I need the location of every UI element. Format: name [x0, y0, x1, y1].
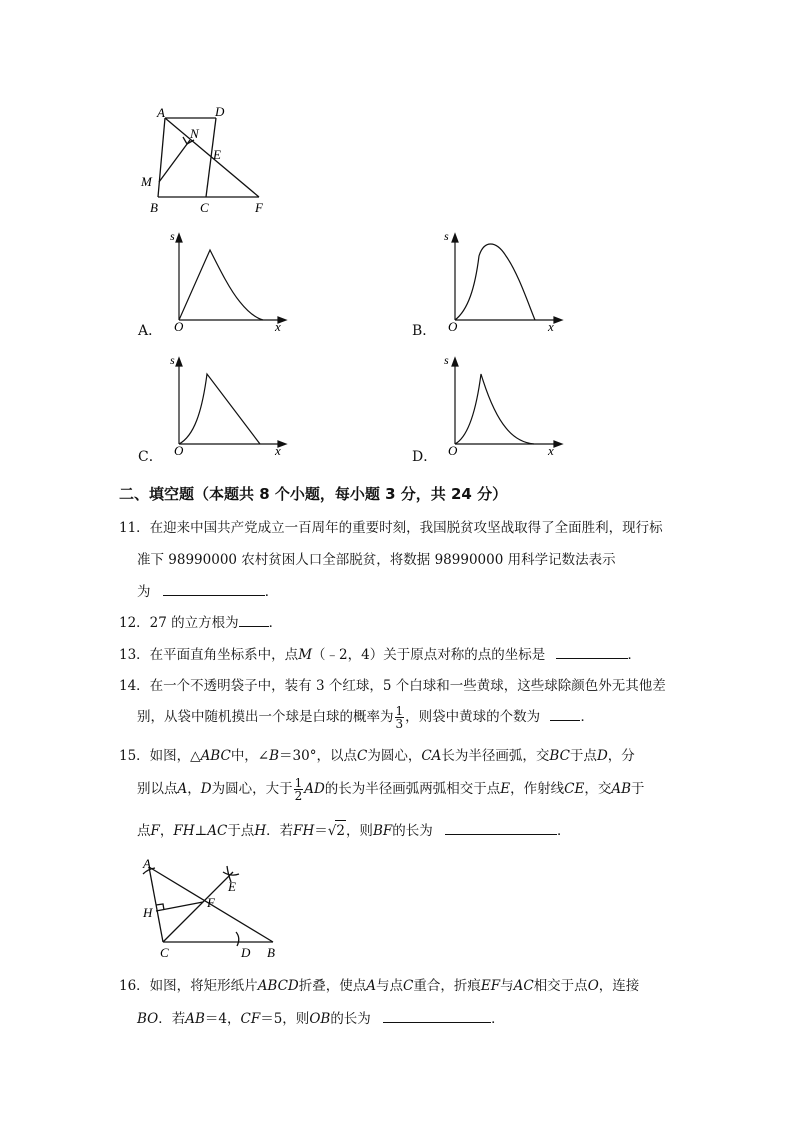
- q15-point-e: E: [500, 781, 511, 797]
- origin-label: O: [448, 443, 458, 458]
- label-a: A: [143, 856, 151, 871]
- q16-text: 重合，折痕: [413, 978, 481, 994]
- q15-text: 的长为: [392, 823, 433, 839]
- label-d: D: [241, 945, 251, 960]
- q16-line1: [119, 976, 639, 996]
- segment-ab: [158, 118, 165, 197]
- label-d: D: [215, 104, 225, 119]
- q15-text: ，: [187, 781, 201, 797]
- q15-text: 于点: [227, 823, 255, 839]
- q15-text: 点: [137, 823, 151, 839]
- label-b: B: [150, 200, 158, 215]
- q15-text: ，交: [584, 781, 612, 797]
- geometry-figure-1: [135, 100, 275, 220]
- label-a: A: [157, 105, 165, 120]
- q16-segment-ob: OB: [309, 1011, 331, 1027]
- q15-fraction-num: 1: [294, 776, 303, 790]
- q12-line: [119, 612, 282, 633]
- label-m: M: [141, 174, 152, 189]
- label-e: E: [228, 879, 236, 894]
- q15-point-f: F: [150, 823, 160, 839]
- label-b: B: [267, 945, 275, 960]
- q14-period: ．: [580, 709, 594, 725]
- q15-sqrt-value: 2: [335, 820, 346, 841]
- y-axis-arrow: [176, 358, 182, 366]
- q11-line1: 11．在迎来中国共产党成立一百周年的重要时刻，我国脱贫攻坚战取得了全面胜利，现行标: [119, 520, 663, 536]
- q15-segment-ac: AC: [207, 823, 228, 839]
- q15-text: 于点: [569, 748, 597, 764]
- q16-text: 与: [500, 978, 514, 994]
- q13-line: [119, 644, 641, 665]
- option-c-letter: C．: [138, 449, 163, 465]
- axis-x-label: x: [275, 319, 281, 334]
- q15-segment-fh: FH: [293, 823, 315, 839]
- q15-text: 于: [631, 781, 645, 797]
- q15-segment-bf: BF: [372, 823, 393, 839]
- q16-segment-ac: AC: [513, 978, 534, 994]
- q15-text: ，则: [345, 823, 373, 839]
- graph-option-c: [168, 352, 298, 460]
- geometry-figure-2: [135, 854, 285, 964]
- q16-text: 16．如图，将矩形纸片: [119, 978, 258, 994]
- graph-option-a: [168, 228, 298, 336]
- origin-label: O: [448, 319, 458, 334]
- q14-fraction-den: 3: [395, 717, 404, 731]
- option-d-letter: D．: [412, 449, 438, 465]
- q15-segment-ab: AB: [611, 781, 632, 797]
- q15-fraction-half: [294, 777, 304, 802]
- q13-text-a: 13．在平面直角坐标系中，点: [119, 647, 299, 663]
- q14-answer-blank[interactable]: [550, 706, 580, 721]
- q14-fraction: [395, 705, 405, 730]
- q15-point-c: C: [356, 748, 368, 764]
- q15-segment-ad: AD: [304, 781, 325, 797]
- q15-text: ＝: [314, 823, 328, 839]
- label-n: N: [190, 126, 199, 141]
- q16-text: 的长为: [330, 1011, 371, 1027]
- curve: [179, 250, 263, 320]
- q15-segment-bc: BC: [549, 748, 570, 764]
- q13-answer-blank[interactable]: [556, 644, 628, 659]
- q14-line1: 14．在一个不透明袋子中，装有 3 个红球，5 个白球和一些黄球，这些球除颜色外无其他差: [119, 678, 666, 694]
- axis-s-label: s: [444, 229, 449, 243]
- q16-rectangle-abcd: ABCD: [257, 978, 299, 994]
- q16-text: 相交于点: [533, 978, 588, 994]
- q16-segment-bo: BO: [137, 1011, 159, 1027]
- q15-line1: [119, 746, 635, 766]
- segment-mn: [159, 140, 190, 182]
- y-axis-arrow: [452, 358, 458, 366]
- q15-angle-b: B: [269, 748, 280, 764]
- q13-text-b: （﹣2，4）关于原点对称的点的坐标是: [312, 647, 546, 663]
- origin-label: O: [174, 319, 184, 334]
- label-f: F: [207, 895, 215, 910]
- label-e: E: [213, 147, 221, 162]
- q15-ray-ce: CE: [564, 781, 585, 797]
- axis-s-label: s: [444, 353, 449, 367]
- q16-answer-blank[interactable]: [383, 1008, 491, 1023]
- q15-segment-ca: CA: [421, 748, 442, 764]
- axis-s-label: s: [170, 353, 175, 367]
- q13-period: ．: [627, 647, 641, 663]
- option-a-letter: A．: [138, 323, 163, 339]
- q16-line2: [137, 1008, 505, 1029]
- q15-sqrt-sign: √: [327, 823, 337, 839]
- y-axis-arrow: [176, 234, 182, 242]
- q15-text: 别以点: [137, 781, 178, 797]
- q16-fold-ef: EF: [480, 978, 501, 994]
- graph-option-b: [444, 228, 574, 336]
- q15-text: 为圆心，: [367, 748, 422, 764]
- q15-line2: [137, 776, 645, 802]
- axis-x-label: x: [548, 319, 554, 334]
- q15-line3: [137, 820, 571, 841]
- q15-text: ．若: [266, 823, 294, 839]
- label-h: H: [143, 905, 153, 920]
- q15-answer-blank[interactable]: [445, 820, 557, 835]
- origin-label: O: [174, 443, 184, 458]
- axis-x-label: x: [275, 443, 281, 458]
- q16-period: ．: [491, 1011, 505, 1027]
- q15-text: ，作射线: [510, 781, 565, 797]
- segment-af: [165, 118, 259, 197]
- q15-point-d: D: [200, 781, 212, 797]
- q11-period: ．: [264, 584, 279, 600]
- q12-answer-blank[interactable]: [239, 612, 269, 627]
- curve: [455, 244, 535, 320]
- q15-point-a: A: [177, 781, 188, 797]
- q15-text: ＝30°，以点: [279, 748, 357, 764]
- y-axis-arrow: [452, 234, 458, 242]
- q15-segment-fh: FH: [173, 823, 195, 839]
- x-axis-arrow: [554, 441, 562, 447]
- q15-fraction-den: 2: [294, 789, 303, 803]
- q15-text: 的长为半径画弧两弧相交于点: [324, 781, 501, 797]
- q15-text: 15．如图，△: [119, 748, 201, 764]
- curve: [179, 374, 260, 444]
- axis-x-label: x: [548, 443, 554, 458]
- curve: [455, 374, 534, 444]
- x-axis-arrow: [554, 317, 562, 323]
- graph-option-d: [444, 352, 574, 460]
- label-c: C: [160, 945, 169, 960]
- q14-text-b: ，则袋中黄球的个数为: [405, 709, 541, 725]
- label-f: F: [255, 200, 263, 215]
- q16-text: ，连接: [598, 978, 640, 994]
- q16-text: ．若: [158, 1011, 186, 1027]
- option-b-letter: B．: [412, 323, 437, 339]
- q15-text: ，: [159, 823, 174, 839]
- q16-text: ＝5，则: [260, 1011, 310, 1027]
- q12-text: 12．27 的立方根为: [119, 615, 239, 631]
- q11-answer-blank[interactable]: [163, 581, 265, 596]
- section-title: 二、填空题（本题共 8 个小题，每小题 3 分，共 24 分）: [119, 485, 508, 503]
- axis-s-label: s: [170, 229, 175, 243]
- q16-segment-cf: CF: [240, 1011, 261, 1027]
- q14-text-a: 别，从袋中随机摸出一个球是白球的概率为: [137, 709, 394, 725]
- q11-line2: 准下 98990000 农村贫困人口全部脱贫，将数据 98990000 用科学记数法表示: [137, 552, 616, 568]
- arc-at-d: [236, 932, 239, 946]
- q15-text: 为圆心，大于: [211, 781, 293, 797]
- q11-text: 为: [137, 584, 151, 600]
- q15-text: 长为半径画弧，交: [441, 748, 550, 764]
- q16-text: ＝4，: [204, 1011, 241, 1027]
- q16-point-c: C: [403, 978, 414, 994]
- q14-line2: [137, 704, 594, 730]
- q15-text: ，分: [607, 748, 635, 764]
- q15-point-d: D: [596, 748, 608, 764]
- q15-triangle-abc: ABC: [200, 748, 231, 764]
- q15-text: 中，∠: [230, 748, 270, 764]
- q16-segment-ab: AB: [185, 1011, 205, 1027]
- q15-period: ．: [557, 823, 571, 839]
- q16-point-a: A: [366, 978, 377, 994]
- q16-text: 与点: [376, 978, 404, 994]
- q15-text: ⊥: [194, 823, 208, 839]
- q15-point-h: H: [254, 823, 267, 839]
- q14-fraction-num: 1: [395, 704, 404, 718]
- q12-period: ．: [268, 615, 283, 631]
- q11-line3: [137, 581, 278, 602]
- q16-point-o: O: [587, 978, 599, 994]
- label-c: C: [200, 200, 209, 215]
- q16-text: 折叠，使点: [298, 978, 367, 994]
- q13-point-m: M: [298, 647, 313, 663]
